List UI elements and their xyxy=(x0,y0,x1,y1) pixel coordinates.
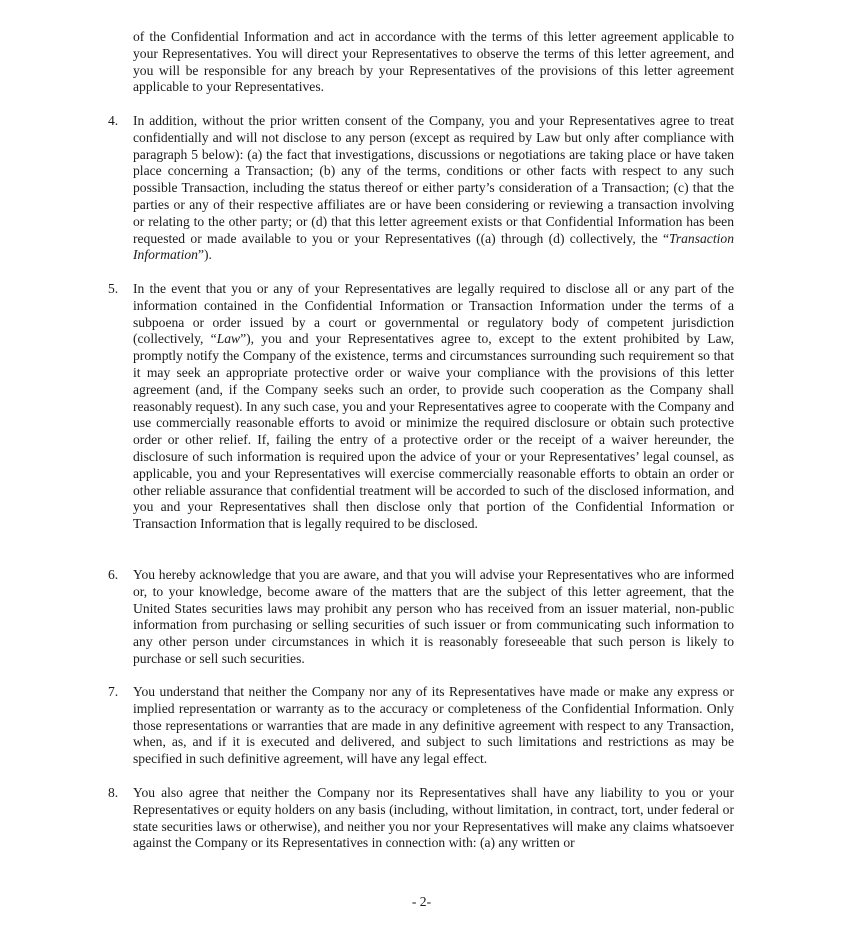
paragraph-text: In addition, without the prior written consent of the Company, you and your Representatives agree to treat confidentially and will not disclose to any person (except as required by Law but only after compliance with paragraph 5 below): (a) the fact that investigations, discussions or negotiations are taking place or have taken place concerning a Transaction; (b) any of the terms, conditions or other facts with respect to any such possible Transaction, including the status thereof or either party’s consideration of a Transaction; (c) that the parties or any of their respective affiliates are or have been considering or reviewing a transaction involving or relating to the other party; or (d) that this letter agreement exists or that Confidential Information has been requested or made available to you or your Representatives ((a) through (d) collectively, the “ xyxy=(133,113,734,246)
page-number: - 2- xyxy=(411,894,432,909)
paragraph-text: You also agree that neither the Company nor its Representatives shall have any liability to you or your Representatives or equity holders on any basis (including, without limitation, in contract, tort, under federal or state securities laws or otherwise), and neither you nor your Representatives will make any claims whatsoever against the Company or its Representatives in connection with: (a) any written or xyxy=(133,785,734,851)
defined-term: Law xyxy=(216,331,241,347)
paragraph-text: In the event that you or any of your Representatives are legally required to disclose all or any part of the information contained in the Confidential Information or Transaction Information under the terms of a subpoena or order issued by a court or governmental or regulatory body of competent jurisdiction (collectively, “ xyxy=(133,281,734,347)
paragraph-4 xyxy=(108,113,734,264)
paragraph-text: of the Confidential Information and act in accordance with the terms of this letter agreement applicable to your Representatives. You will direct your Representatives to observe the terms of this letter agreement, and you will be responsible for any breach by your Representatives of the provisions of this letter agreement applicable to your Representatives. xyxy=(133,29,734,95)
paragraph-number: 7. xyxy=(108,684,119,699)
paragraph-number: 4. xyxy=(108,113,119,128)
paragraph-text-end: ”). xyxy=(197,247,212,263)
paragraph-text: You hereby acknowledge that you are aware, and that you will advise your Representatives who are informed or, to your knowledge, become aware of the matters that are the subject of this letter agreement, that the United States securities laws may prohibit any person who has received from an issuer material, non-public information from purchasing or selling securities of such issuer or from communicating such information to any other person under circumstances in which it is reasonably foreseeable that such person is likely to purchase or sell such securities. xyxy=(133,567,734,666)
paragraph-text-end: ”), you and your Representatives agree to, except to the extent prohibited by Law, promptly notify the Company of the existence, terms and circumstances surrounding such requirement so that it may seek an appropriate protective order or waive your compliance with the provisions of this letter agreement (and, if the Company seeks such an order, to provide such cooperation as the Company shall reasonably request). In any such case, you and your Representatives agree to cooperate with the Company and use commercially reasonable efforts to avoid or minimize the required disclosure or obtain such protective order or other relief. If, failing the entry of a protective order or the receipt of a waiver hereunder, the disclosure of such information is required upon the advice of your or your Representatives’ legal counsel, as applicable, you and your Representatives will exercise commercially reasonable efforts to obtain an order or other reliable assurance that confidential treatment will be accorded to such of the disclosed information, and you and your Representatives shall then disclose only that portion of the Confidential Information or Transaction Information that is legally required to be disclosed. xyxy=(133,331,734,532)
paragraph-7 xyxy=(108,684,734,768)
paragraph-number: 5. xyxy=(108,281,119,296)
paragraph-5 xyxy=(108,281,734,533)
paragraph-6 xyxy=(108,567,734,668)
paragraph-number: 6. xyxy=(108,567,119,582)
defined-term: Transaction Information xyxy=(133,230,734,263)
paragraph-number: 8. xyxy=(108,785,119,800)
paragraph-3-continuation xyxy=(133,29,734,96)
paragraph-8 xyxy=(108,785,734,852)
paragraph-text: You understand that neither the Company nor any of its Representatives have made or make any express or implied representation or warranty as to the accuracy or completeness of the Confidential Information. Only those representations or warranties that are made in any definitive agreement with respect to any Transaction, when, as, and if it is executed and delivered, and subject to such limitations and restrictions as may be specified in such definitive agreement, will have any legal effect. xyxy=(133,684,734,767)
